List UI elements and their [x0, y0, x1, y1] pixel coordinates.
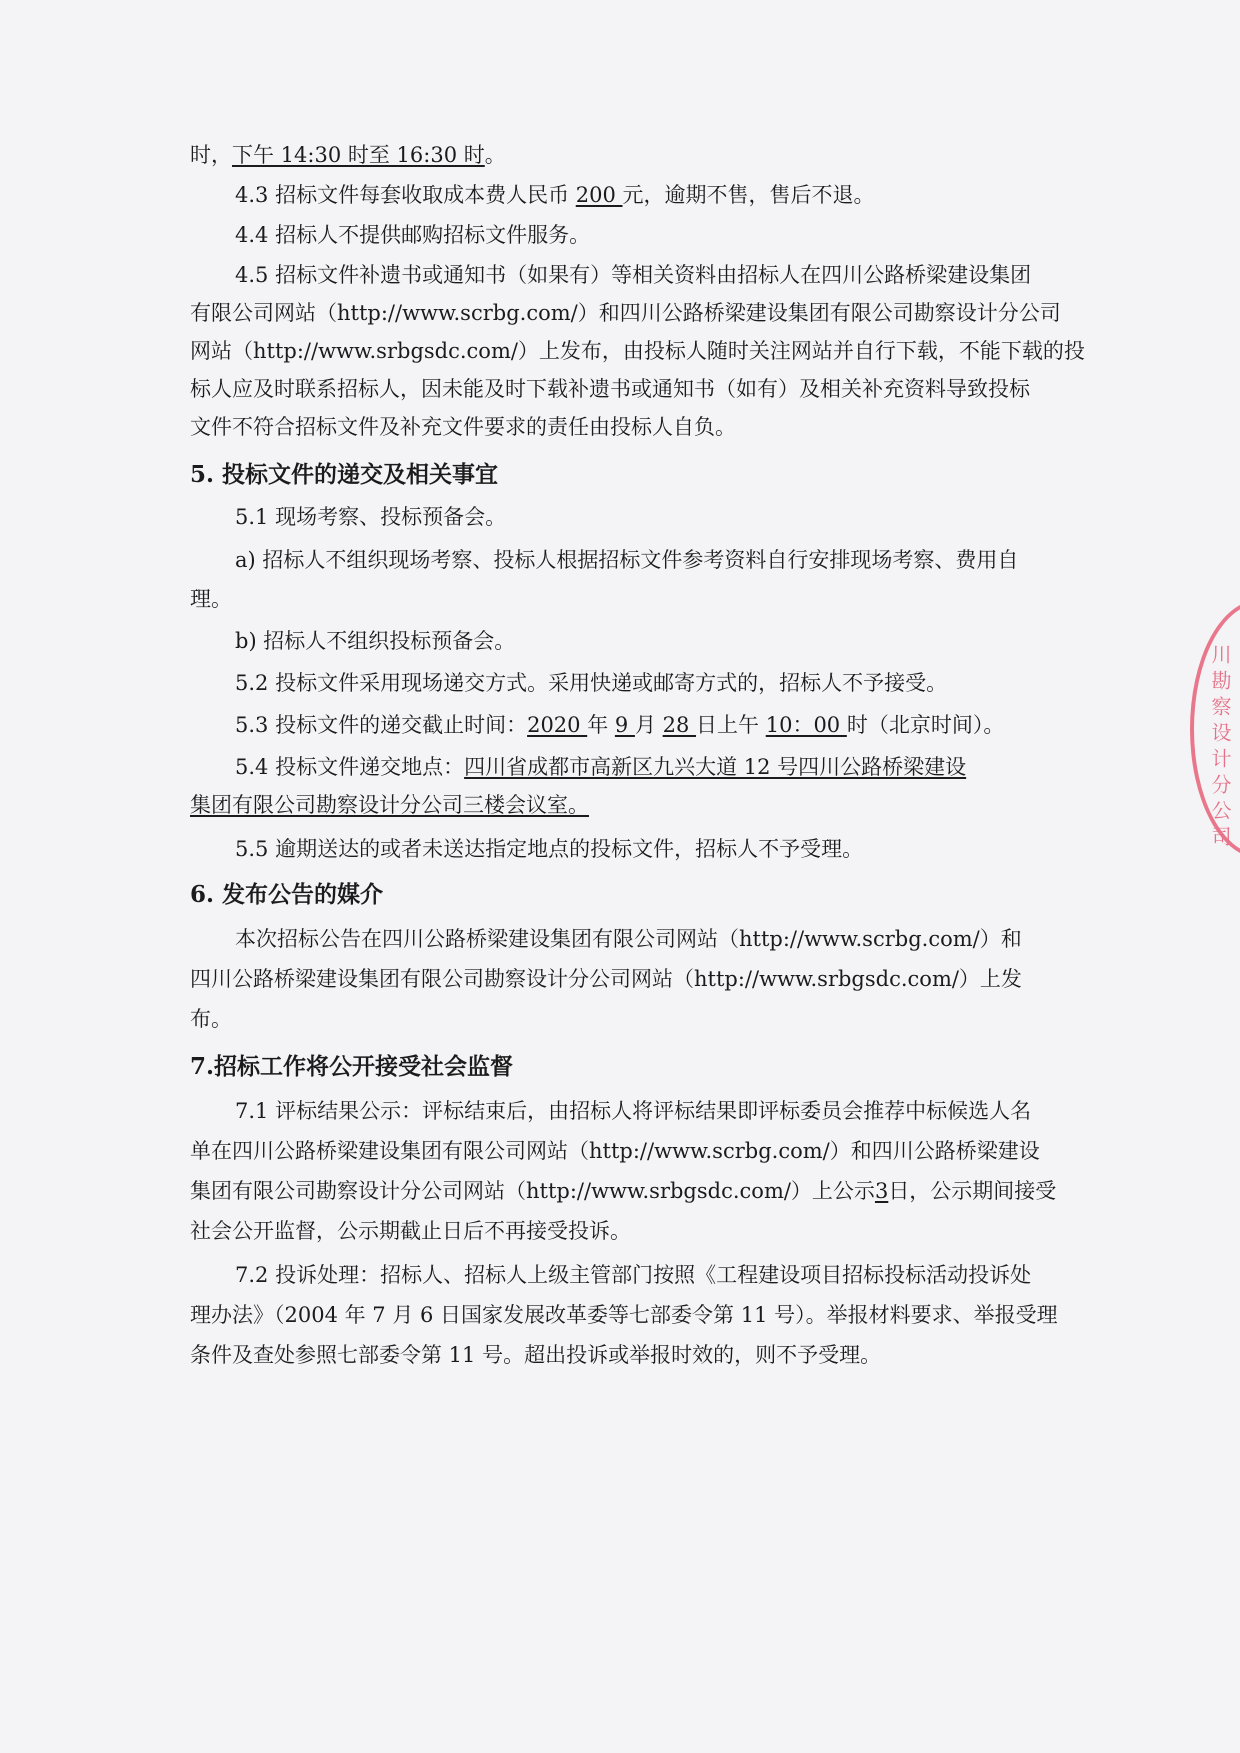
clause-4-3	[235, 180, 1070, 210]
text-line: 单在四川公路桥梁建设集团有限公司网站（http://www.scrbg.com/）和四川公路桥梁建设	[190, 1139, 1040, 1163]
text: 时，	[190, 143, 232, 167]
text-line: 条件及查处参照七部委令第 11 号。超出投诉或举报时效的，则不予受理。	[190, 1343, 882, 1367]
section-heading-7: 7.招标工作将公开接受社会监督	[190, 1053, 514, 1080]
text: 4.3 招标文件每套收取成本费人民币	[235, 183, 576, 207]
section-heading-5: 5. 投标文件的递交及相关事宜	[190, 461, 499, 488]
text-line: 文件不符合招标文件及补充文件要求的责任由投标人自负。	[190, 415, 736, 439]
clause-7-1: 7.1 评标结果公示：评标结束后，由招标人将评标结果即评标委员会推荐中标候选人名	[235, 1099, 1032, 1123]
text-line	[190, 140, 1070, 170]
text-line: 理。	[190, 587, 232, 611]
text: 。	[484, 143, 506, 167]
text: 年	[587, 713, 615, 737]
section-heading-6: 6. 发布公告的媒介	[190, 881, 384, 908]
clause-4-5: 4.5 招标文件补遗书或通知书（如果有）等相关资料由招标人在四川公路桥梁建设集团	[235, 263, 1032, 287]
text-line: 标人应及时联系招标人，因未能及时下载补遗书或通知书（如有）及相关补充资料导致投标	[190, 377, 1030, 401]
text: 时（北京时间）。	[846, 713, 1005, 737]
submission-address: 四川省成都市高新区九兴大道 12 号四川公路桥梁建设	[464, 755, 967, 779]
underlined-fee: 200	[575, 183, 623, 207]
text: 日上午	[696, 713, 766, 737]
deadline-day: 28	[662, 713, 697, 737]
text-line: 布。	[190, 1007, 232, 1031]
publicity-days: 3	[874, 1179, 889, 1203]
text: 日，公示期间接受	[888, 1179, 1057, 1203]
text: 5.3 投标文件的递交截止时间：	[235, 713, 528, 737]
text: 5.4 投标文件递交地点：	[235, 755, 465, 779]
deadline-year: 2020	[527, 713, 588, 737]
text-line: 有限公司网站（http://www.scrbg.com/）和四川公路桥梁建设集团有限公司勘察设计分公司	[190, 301, 1061, 325]
company-seal	[1190, 600, 1240, 858]
deadline-month: 9	[614, 713, 635, 737]
clause-5-1: 5.1 现场考察、投标预备会。	[235, 505, 507, 529]
text-line: 四川公路桥梁建设集团有限公司勘察设计分公司网站（http://www.srbgsdc.com/）上发	[190, 967, 1022, 991]
seal-text: 川勘察设计分公司	[1208, 644, 1232, 852]
clause-5-1-b: b) 招标人不组织投标预备会。	[235, 629, 516, 653]
clause-5-5: 5.5 逾期送达的或者未送达指定地点的投标文件，招标人不予受理。	[235, 837, 864, 861]
text-line: 社会公开监督，公示期截止日后不再接受投诉。	[190, 1219, 631, 1243]
text: 集团有限公司勘察设计分公司网站（http://www.srbgsdc.com/）上公示	[190, 1179, 875, 1203]
text-line: 理办法》（2004 年 7 月 6 日国家发展改革委等七部委令第 11 号）。举报材料要求、举报受理	[190, 1303, 1058, 1327]
clause-5-4	[235, 752, 1070, 782]
deadline-time: 10：00	[765, 713, 847, 737]
submission-address-cont: 集团有限公司勘察设计分公司三楼会议室。	[190, 793, 589, 817]
text: 月	[634, 713, 663, 737]
text: 元，逾期不售，售后不退。	[622, 183, 875, 207]
clause-6-body: 本次招标公告在四川公路桥梁建设集团有限公司网站（http://www.scrbg.com/）和	[235, 927, 1022, 951]
text-line	[190, 1176, 1070, 1206]
clause-5-2: 5.2 投标文件采用现场递交方式。采用快递或邮寄方式的，招标人不予接受。	[235, 671, 948, 695]
clause-4-4: 4.4 招标人不提供邮购招标文件服务。	[235, 223, 591, 247]
clause-5-1-a: a) 招标人不组织现场考察、投标人根据招标文件参考资料自行安排现场考察、费用自	[235, 548, 1019, 572]
text-line: 网站（http://www.srbgsdc.com/）上发布，由投标人随时关注网站并自行下载，不能下载的投	[190, 339, 1085, 363]
clause-7-2: 7.2 投诉处理：招标人、招标人上级主管部门按照《工程建设项目招标投标活动投诉处	[235, 1263, 1032, 1287]
underlined-time: 下午 14:30 时至 16:30 时	[232, 143, 485, 167]
clause-5-3	[235, 710, 1070, 740]
